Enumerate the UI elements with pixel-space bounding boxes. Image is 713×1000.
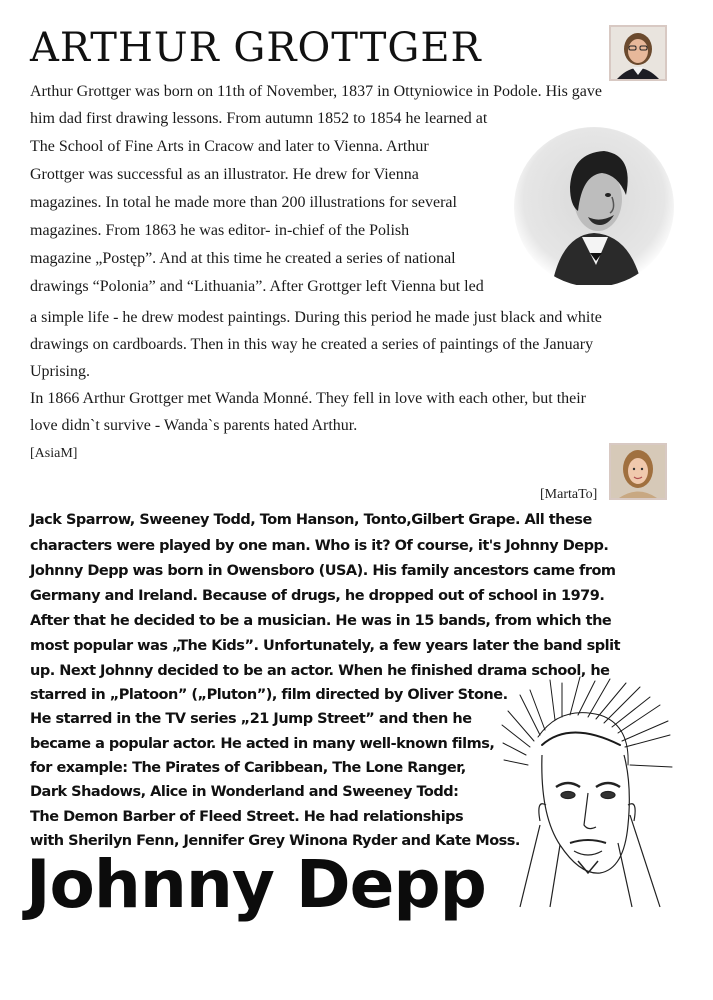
portrait-icon — [512, 125, 676, 289]
text-line: a simple life - he drew modest paintings. During this period he made just black and white — [30, 309, 602, 326]
johnny-depp-title: Johnny Depp — [26, 846, 486, 923]
text-line: After that he decided to be a musician. He was in 15 bands, from which the — [30, 613, 612, 629]
text-line: became a popular actor. He acted in many well-known films, — [30, 736, 495, 752]
text-line: Jack Sparrow, Sweeney Todd, Tom Hanson, Tonto,Gilbert Grape. All these — [30, 512, 592, 528]
author-photo — [609, 443, 667, 500]
text-line: magazine „Postęp”. And at this time he created a series of national — [30, 250, 456, 267]
text-line: Dark Shadows, Alice in Wonderland and Sweeney Todd: — [30, 784, 459, 800]
text-line: up. Next Johnny decided to be an actor. When he finished drama school, he — [30, 663, 610, 679]
text-line: Germany and Ireland. Because of drugs, he dropped out of school in 1979. — [30, 588, 605, 604]
text-line: for example: The Pirates of Caribbean, The Lone Ranger, — [30, 760, 466, 776]
author-signature: [MartaTo] — [540, 487, 598, 502]
text-line: him dad first drawing lessons. From autumn 1852 to 1854 he learned at — [30, 110, 488, 127]
text-line: most popular was „The Kids”. Unfortunately, a few years later the band split — [30, 638, 620, 654]
text-line: drawings on cardboards. Then in this way he created a series of paintings of the January — [30, 336, 594, 353]
text-line: love didn`t survive - Wanda`s parents hated Arthur. — [30, 417, 358, 434]
text-line: drawings “Polonia” and “Lithuania”. After Grottger left Vienna but led — [30, 278, 484, 295]
author-signature: [AsiaM] — [30, 446, 78, 461]
text-line: Johnny Depp was born in Owensboro (USA). His family ancestors came from — [30, 563, 616, 579]
text-line: The School of Fine Arts in Cracow and later to Vienna. Arthur — [30, 138, 429, 155]
text-line: starred in „Platoon” („Pluton”), film directed by Oliver Stone. — [30, 687, 508, 703]
text-line: magazines. From 1863 he was editor- in-chief of the Polish — [30, 222, 410, 239]
page-title: ARTHUR GROTTGER — [30, 25, 482, 71]
portrait-sketch-icon — [500, 675, 680, 910]
author-photo-icon — [611, 27, 665, 79]
text-line: The Demon Barber of Fleed Street. He had relationships — [30, 809, 464, 825]
author-photo-icon — [611, 445, 665, 498]
text-line: He starred in the TV series „21 Jump Street” and then he — [30, 711, 472, 727]
text-line: with Sherilyn Fenn, Jennifer Grey Winona Ryder and Kate Moss. — [30, 833, 520, 849]
text-line: Uprising. — [30, 363, 90, 380]
text-line: Grottger was successful as an illustrator. He drew for Vienna — [30, 166, 419, 183]
text-line: Arthur Grottger was born on 11th of November, 1837 in Ottyniowice in Podole. His gave — [30, 83, 602, 100]
grottger-portrait — [512, 125, 676, 289]
author-photo — [609, 25, 667, 81]
text-line: characters were played by one man. Who is it? Of course, it's Johnny Depp. — [30, 538, 609, 554]
text-line: In 1866 Arthur Grottger met Wanda Monné. They fell in love with each other, but their — [30, 390, 587, 407]
text-line: magazines. In total he made more than 200 illustrations for several — [30, 194, 457, 211]
depp-sketch — [500, 675, 680, 910]
